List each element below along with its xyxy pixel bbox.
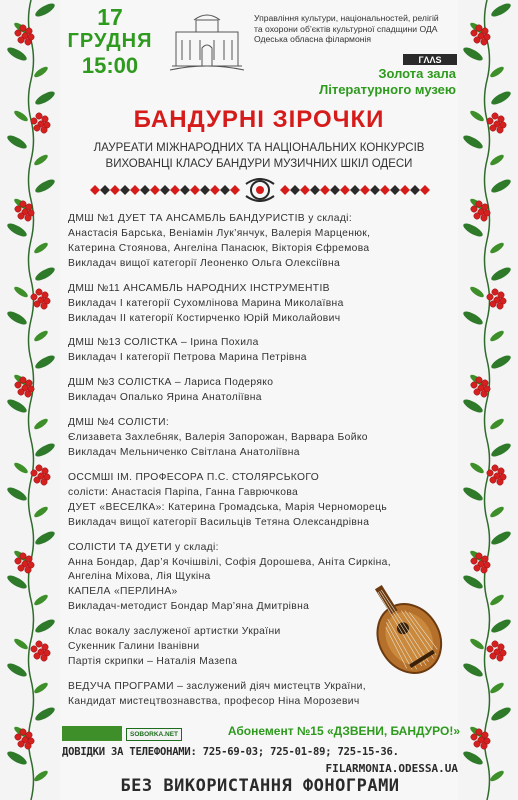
organizer-line: Управління культури, національностей, релігій	[254, 13, 439, 23]
left-floral-border	[0, 0, 62, 800]
programme-block	[68, 282, 460, 327]
bandura-icon	[360, 574, 462, 682]
right-floral-border	[456, 0, 518, 800]
embroidery-ornament	[80, 178, 440, 202]
programme-line: КАПЕЛА «ПЕРЛИНА»	[68, 586, 178, 598]
programme-line: Кандидат мистецтвознавства, професор Ніна Морозевич	[68, 695, 360, 707]
subtitle-line-2: ВИХОВАНЦІ КЛАСУ БАНДУРИ МУЗИЧНИХ ШКІЛ ОДЕСИ	[105, 157, 413, 170]
programme-line: Катерина Стоянова, Ангеліна Панасюк, Вікторія Єфремова	[68, 242, 370, 254]
venue	[246, 66, 456, 97]
programme-line: ДУЕТ «ВЕСЕЛКА»: Катерина Громадська, Марія Черноморець	[68, 501, 388, 513]
sponsor-logo-green	[62, 726, 122, 741]
website: FILARMONIA.ODESSA.UA	[325, 762, 458, 775]
programme-line: Викладач вищої категорії Васильців Тетяна Олександрівна	[68, 516, 370, 528]
organizer-line: Одеська обласна філармонія	[254, 34, 372, 45]
programme-line: Викладач вищої категорії Леоненко Ольга Олексіївна	[68, 257, 341, 269]
programme-line: Єлизавета Захлебняк, Валерія Запорожан, Варвара Бойко	[68, 432, 368, 444]
programme-block	[68, 416, 460, 461]
venue-line-1: Золота зала	[378, 66, 456, 81]
programme-block	[68, 212, 460, 272]
programme-line: Викладач-методист Бондар Мар’яна Дмитрівна	[68, 601, 310, 613]
programme-line: СОЛІСТИ ТА ДУЕТИ у складі:	[68, 541, 219, 553]
subtitle-line-1: ЛАУРЕАТИ МІЖНАРОДНИХ ТА НАЦІОНАЛЬНИХ КОНКУРСІВ	[93, 142, 425, 154]
event-day: 17	[97, 4, 123, 30]
gaas-logo-text: ГΛΛS	[418, 55, 442, 65]
organizers	[254, 13, 454, 45]
programme-line: Викладач І категорії Сухомлінова Марина Миколаївна	[68, 297, 344, 309]
programme-block	[68, 680, 460, 710]
programme-line: Сукенник Галини Іванівни	[68, 641, 200, 653]
programme-line: Клас вокалу заслуженої артистки України	[68, 626, 281, 638]
info-phones: ДОВІДКИ ЗА ТЕЛЕФОНАМИ: 725-69-03; 725-01-89; 725-15-36.	[62, 746, 399, 758]
event-month: ГРУДНЯ	[67, 30, 153, 53]
programme-line: Викладач І категорії Петрова Марина Петрівна	[68, 352, 307, 364]
programme-line: Викладач ІІ категорії Костирченко Юрій Миколайович	[68, 312, 341, 324]
event-time: 15:00	[81, 53, 139, 79]
no-playback-notice: БЕЗ ВИКОРИСТАННЯ ФОНОГРАМИ	[120, 776, 400, 796]
venue-line-2: Літературного музею	[319, 81, 456, 97]
concert-subtitle	[60, 141, 458, 172]
programme-line: ДМШ №11 АНСАМБЛЬ НАРОДНИХ ІНСТРУМЕНТІВ	[68, 282, 330, 294]
concert-title: БАНДУРНІ ЗІРОЧКИ	[133, 106, 385, 133]
sponsor-logo-soborka: SOBORKA.NET	[126, 728, 182, 741]
programme-block	[68, 336, 460, 366]
programme-line: ДМШ №4 СОЛІСТИ:	[68, 417, 170, 429]
programme-line: солісти: Анастасія Паріпа, Ганна Гаврючкова	[68, 486, 299, 498]
programme-line: Партія скрипки – Наталія Мазепа	[68, 656, 238, 668]
programme-line: ВЕДУЧА ПРОГРАМИ – заслужений діяч мистецтв України,	[68, 680, 366, 692]
philharmonic-building-icon	[168, 10, 246, 72]
programme-block	[68, 471, 460, 531]
programme-line: ДШМ №3 СОЛІСТКА – Лариса Подеряко	[68, 377, 274, 389]
event-date	[60, 4, 160, 79]
programme-line: Анастасія Барська, Веніамін Лук’янчук, Валерія Марценюк,	[68, 227, 371, 239]
programme-block	[68, 376, 460, 406]
gaas-logo	[403, 54, 457, 65]
programme-line: ОССМШІ ІМ. ПРОФЕСОРА П.С. СТОЛЯРСЬКОГО	[68, 471, 320, 483]
programme-line: Викладач Мельниченко Світлана Анатоліївна	[68, 446, 300, 458]
programme-line: Викладач Опалько Ярина Анатоліївна	[68, 392, 262, 404]
programme-line: Ангеліна Міхова, Лія Щукіна	[68, 571, 211, 583]
programme-line: Анна Бондар, Дар’я Кочішвілі, Софія Дорошева, Аніта Сиркіна,	[68, 556, 391, 568]
programme-line: ДМШ №13 СОЛІСТКА – Ірина Похила	[68, 337, 259, 349]
subscription-title: Абонемент №15 «ДЗВЕНИ, БАНДУРО!»	[227, 724, 460, 738]
organizer-line: та охорони об’єктів культурної спадщини ОДА	[254, 23, 438, 34]
programme-line: ДМШ №1 ДУЕТ ТА АНСАМБЛЬ БАНДУРИСТІВ у складі:	[68, 213, 353, 224]
